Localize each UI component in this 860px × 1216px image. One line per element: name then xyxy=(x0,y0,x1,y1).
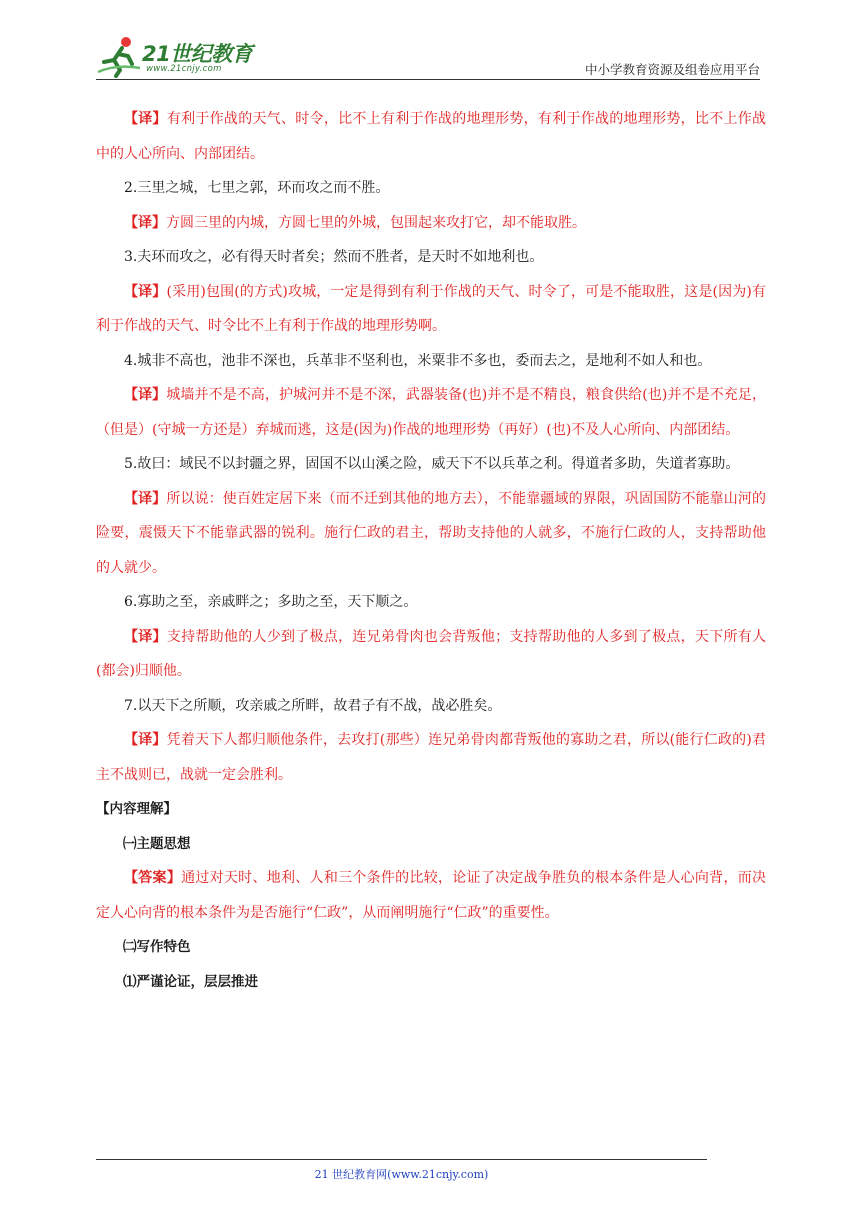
original-paragraph: 4.城非不高也，池非不深也，兵革非不坚利也，米粟非不多也，委而去之，是地利不如人和也。 xyxy=(124,352,712,369)
translation-paragraph xyxy=(96,620,766,689)
translation-tag: 【译】 xyxy=(124,283,167,300)
answer-text: 通过对天时、地利、人和三个条件的比较，论证了决定战争胜负的根本条件是人心向背，而决定人心向背的根本条件为是否施行“仁政”，从而阐明施行“仁政”的重要性。 xyxy=(96,870,767,921)
translation-text: 城墙并不是不高，护城河并不是不深，武器装备(也)并不是不精良，粮食供给(也)并不是不充足，（但是）(守城一方还是）弃城而逃，这是(因为)作战的地理形势（再好）(也)不及人心所向、内部团结。 xyxy=(96,387,766,438)
answer-tag: 【答案】 xyxy=(124,870,182,886)
translation-tag: 【译】 xyxy=(124,111,167,127)
original-paragraph: 5.故曰：域民不以封疆之界，固国不以山溪之险，威天下不以兵革之利。得道者多助，失道者寡助。 xyxy=(124,456,740,472)
point-heading: ⑴严谨论证，层层推进 xyxy=(123,973,258,990)
translation-paragraph xyxy=(96,275,766,344)
original-paragraph: 6.寡助之至，亲戚畔之；多助之至，天下顺之。 xyxy=(124,594,418,610)
translation-tag: 【译】 xyxy=(124,214,166,231)
translation-tag: 【译】 xyxy=(124,490,167,507)
original-paragraph: 3.夫环而攻之，必有得天时者矣；然而不胜者，是天时不如地利也。 xyxy=(124,249,544,265)
translation-tag: 【译】 xyxy=(124,628,167,645)
translation-text: 方圆三里的内城，方圆七里的外城，包围起来攻打它，却不能取胜。 xyxy=(166,214,586,231)
translation-text: 所以说：使百姓定居下来（而不迁到其他的地方去），不能靠疆域的界限，巩固国防不能靠山河的险要，震慑天下不能靠武器的锐利。施行仁政的君主，帮助支持他的人就多，不施行仁政的人，支持帮助他的人就少。 xyxy=(96,490,767,576)
original-paragraph: 2.三里之城，七里之郭，环而攻之而不胜。 xyxy=(124,180,390,196)
document-body xyxy=(96,102,766,999)
translation-text: (采用)包围(的方式)攻城，一定是得到有利于作战的天气、时令了，可是不能取胜，这是(因为)有利于作战的天气、时令比不上有利于作战的地理形势啊。 xyxy=(96,283,766,334)
header-divider xyxy=(96,79,760,80)
translation-paragraph xyxy=(96,102,766,171)
translation-text: 支持帮助他的人少到了极点，连兄弟骨肉也会背叛他；支持帮助他的人多到了极点，天下所有人(都会)归顺他。 xyxy=(96,628,767,679)
platform-label: 中小学教育资源及组卷应用平台 xyxy=(584,62,760,77)
footer-divider xyxy=(96,1159,707,1160)
page-header xyxy=(96,34,760,78)
translation-paragraph xyxy=(96,723,766,792)
runner-icon xyxy=(96,34,144,78)
translation-tag: 【译】 xyxy=(124,387,167,403)
original-paragraph: 7.以天下之所顺，攻亲戚之所畔，故君子有不战，战必胜矣。 xyxy=(124,697,502,714)
translation-paragraph xyxy=(96,378,766,447)
translation-text: 凭着天下人都归顺他条件，去攻打(那些）连兄弟骨肉都背叛他的寡助之君，所以(能行仁政的)君主不战则已，战就一定会胜利。 xyxy=(96,732,767,783)
logo-text: 21世纪教育 xyxy=(142,42,253,66)
translation-paragraph xyxy=(96,482,766,586)
answer-paragraph xyxy=(96,861,766,930)
theme-heading: ㈠主题思想 xyxy=(123,835,191,852)
translation-paragraph xyxy=(96,206,766,241)
writing-heading: ㈡写作特色 xyxy=(123,939,191,955)
footer-link[interactable]: 21 世纪教育网(www.21cnjy.com) xyxy=(314,1168,489,1181)
translation-text: 有利于作战的天气、时令，比不上有利于作战的地理形势，有利于作战的地理形势，比不上作战中的人心所向、内部团结。 xyxy=(96,111,767,162)
site-logo[interactable] xyxy=(96,34,261,78)
section-heading: 【内容理解】 xyxy=(96,801,177,817)
translation-tag: 【译】 xyxy=(124,732,167,748)
logo-url: www.21cnjy.com xyxy=(146,64,222,74)
